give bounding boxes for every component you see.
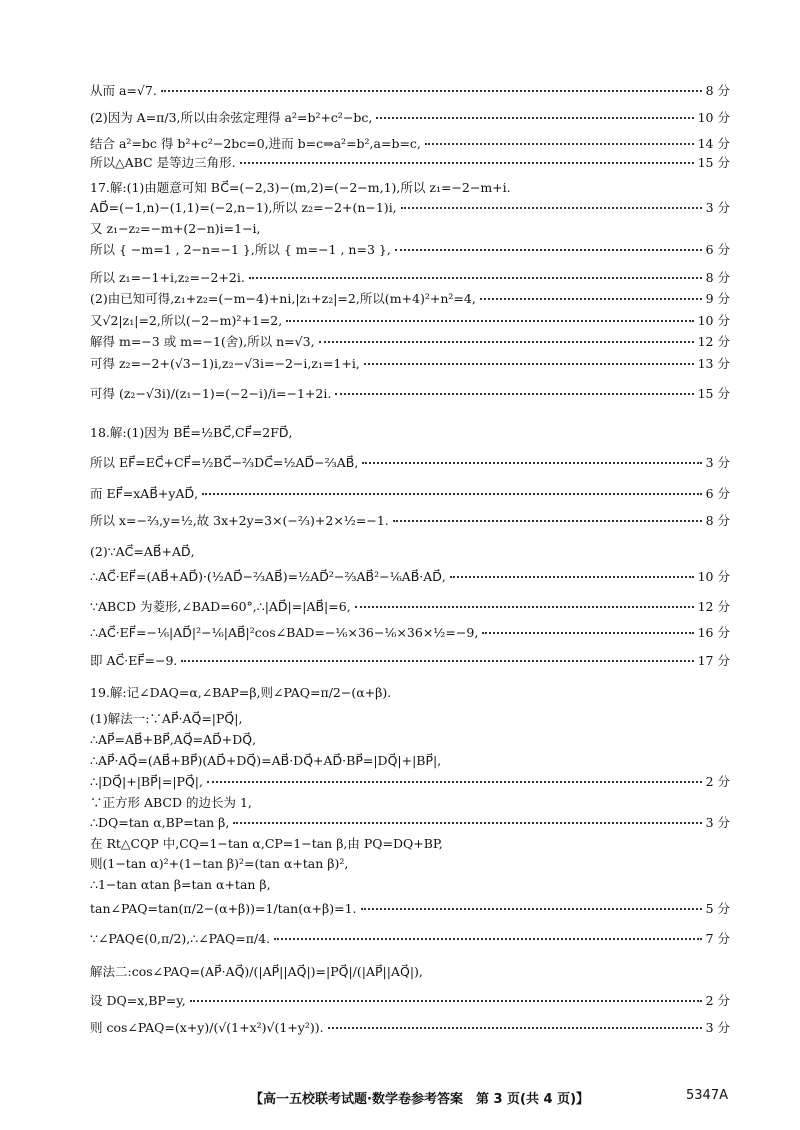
dot-leader <box>161 90 702 92</box>
answer-line <box>90 202 730 215</box>
answer-line <box>90 903 730 916</box>
score-label: 15 分 <box>697 386 730 401</box>
answer-line <box>90 457 730 470</box>
answer-line <box>90 776 730 789</box>
score-label: 8 分 <box>705 83 730 98</box>
score-label: 8 分 <box>705 270 730 285</box>
score-label: 3 分 <box>705 815 730 830</box>
answer-text: tan∠PAQ=tan(π/2−(α+β))=1/tan(α+β)=1. <box>90 901 357 916</box>
answer-text: 从而 a=√7. <box>90 83 157 98</box>
answer-line <box>90 427 730 440</box>
answer-text: 17.解:(1)由题意可知 BC⃗=(−2,3)−(m,2)=(−2−m,1),所以 z₁=−2−m+i. <box>90 180 511 195</box>
answer-text: 设 DQ=x,BP=y, <box>90 993 186 1008</box>
dot-leader <box>202 493 701 495</box>
answer-text: 19.解:记∠DAQ=α,∠BAP=β,则∠PAQ=π/2−(α+β). <box>90 685 392 700</box>
answer-line <box>90 966 730 979</box>
answer-text: 18.解:(1)因为 BE⃗=½BC⃗,CF⃗=2FD⃗, <box>90 425 293 440</box>
answer-text: ∵∠PAQ∈(0,π/2),∴∠PAQ=π/4. <box>90 931 271 946</box>
answer-line <box>90 358 730 371</box>
score-label: 6 分 <box>705 486 730 501</box>
answer-text: 可得 z₂=−2+(√3−1)i,z₂−√3i=−2−i,z₁=1+i, <box>90 356 360 371</box>
answer-text: 解得 m=−3 或 m=−1(舍),所以 n=√3, <box>90 334 315 349</box>
dot-leader <box>355 606 694 608</box>
answer-line <box>90 817 730 830</box>
answer-text: 所以 EF⃗=EC⃗+CF⃗=½BC⃗−⅔DC⃗=½AD⃗−⅔AB⃗, <box>90 455 359 470</box>
answer-line <box>90 858 730 871</box>
dot-leader <box>393 520 702 522</box>
answer-text: 所以 x=−⅔,y=½,故 3x+2y=3×(−⅔)+2×½=−1. <box>90 513 389 528</box>
answer-text: ∴DQ=tan α,BP=tan β, <box>90 815 230 830</box>
dot-leader <box>482 632 693 634</box>
dot-leader <box>425 143 694 145</box>
answer-line <box>90 933 730 946</box>
score-label: 3 分 <box>705 455 730 470</box>
answer-line <box>90 797 730 810</box>
answer-line <box>90 734 730 747</box>
dot-leader <box>240 162 694 164</box>
answer-text: 所以△ABC 是等边三角形. <box>90 155 236 170</box>
dot-leader <box>335 393 693 395</box>
score-label: 10 分 <box>697 313 730 328</box>
dot-leader <box>328 1027 702 1029</box>
dot-leader <box>362 462 701 464</box>
dot-leader <box>286 320 693 322</box>
answer-text: (2)由已知可得,z₁+z₂=(−m−4)+ni,|z₁+z₂|=2,所以(m+4)²+n²=4, <box>90 291 476 306</box>
dot-leader <box>319 341 694 343</box>
answer-line <box>90 488 730 501</box>
score-label: 2 分 <box>705 774 730 789</box>
score-label: 7 分 <box>705 931 730 946</box>
answer-text: 则 cos∠PAQ=(x+y)/(√(1+x²)√(1+y²)). <box>90 1020 324 1035</box>
score-label: 12 分 <box>697 334 730 349</box>
score-label: 3 分 <box>705 1020 730 1035</box>
answer-text: 结合 a²=bc 得 b²+c²−2bc=0,进而 b=c⇒a²=b²,a=b=c, <box>90 136 421 151</box>
answer-line <box>90 655 730 668</box>
answer-line <box>90 713 730 726</box>
score-label: 12 分 <box>697 599 730 614</box>
score-label: 10 分 <box>697 569 730 584</box>
dot-leader <box>376 117 693 119</box>
answer-text: ∴AC⃗·EF⃗=−⅙|AD⃗|²−⅙|AB⃗|²cos∠BAD=−⅙×36−⅙×36×½=−9, <box>90 625 479 640</box>
answer-line <box>90 571 730 584</box>
score-label: 13 分 <box>697 356 730 371</box>
dot-leader <box>249 277 702 279</box>
dot-leader <box>401 207 702 209</box>
answer-text: ∴1−tan αtan β=tan α+tan β, <box>90 877 271 892</box>
answer-line <box>90 336 730 349</box>
dot-leader <box>233 822 701 824</box>
dot-leader <box>450 576 694 578</box>
score-label: 8 分 <box>705 513 730 528</box>
answer-line <box>90 112 730 125</box>
answer-text: 所以 { −m=1 , 2−n=−1 },所以 { m=−1 , n=3 }, <box>90 242 391 257</box>
score-label: 5 分 <box>705 901 730 916</box>
dot-leader <box>480 298 702 300</box>
answer-text: (2)因为 A=π/3,所以由余弦定理得 a²=b²+c²−bc, <box>90 110 373 125</box>
answer-text: 可得 (z₂−√3i)/(z₁−1)=(−2−i)/i=−1+2i. <box>90 386 332 401</box>
answer-line <box>90 182 730 195</box>
answer-text: 即 AC⃗·EF⃗=−9. <box>90 653 178 668</box>
answer-line <box>90 546 730 559</box>
answer-text: ∵正方形 ABCD 的边长为 1, <box>90 795 252 810</box>
dot-leader <box>207 781 702 783</box>
answer-line <box>90 627 730 640</box>
answer-line <box>90 315 730 328</box>
answer-text: ∴AP⃗·AQ⃗=(AB⃗+BP⃗)(AD⃗+DQ⃗)=AB⃗·DQ⃗+AD⃗·BP⃗=|DQ⃗|+|BP⃗|, <box>90 753 442 768</box>
answer-line <box>90 272 730 285</box>
score-label: 2 分 <box>705 993 730 1008</box>
answer-text: ∴|DQ⃗|+|BP⃗|=|PQ⃗|, <box>90 774 203 789</box>
answer-line <box>90 293 730 306</box>
answer-text: 则(1−tan α)²+(1−tan β)²=(tan α+tan β)², <box>90 856 349 871</box>
score-label: 17 分 <box>697 653 730 668</box>
score-label: 16 分 <box>697 625 730 640</box>
answer-line <box>90 838 730 851</box>
answer-line <box>90 138 730 151</box>
answer-line <box>90 244 730 257</box>
answer-line <box>90 995 730 1008</box>
score-label: 3 分 <box>705 200 730 215</box>
answer-text: 解法二:cos∠PAQ=(AP⃗·AQ⃗)/(|AP⃗||AQ⃗|)=|PQ⃗|/(|AP⃗||AQ⃗|), <box>90 964 423 979</box>
answer-line <box>90 515 730 528</box>
answer-text: ∴AC⃗·EF⃗=(AB⃗+AD⃗)·(½AD⃗−⅔AB⃗)=½AD⃗²−⅔AB⃗²−⅙AB⃗·AD⃗, <box>90 569 446 584</box>
dot-leader <box>274 938 702 940</box>
answer-line <box>90 601 730 614</box>
score-label: 15 分 <box>697 155 730 170</box>
dot-leader <box>190 1000 702 1002</box>
answer-text: ∵ABCD 为菱形,∠BAD=60°,∴|AD⃗|=|AB⃗|=6, <box>90 599 351 614</box>
dot-leader <box>181 660 693 662</box>
answer-text: 所以 z₁=−1+i,z₂=−2+2i. <box>90 270 245 285</box>
answer-line <box>90 755 730 768</box>
score-label: 14 分 <box>697 136 730 151</box>
dot-leader <box>395 249 702 251</box>
answer-line <box>90 1022 730 1035</box>
score-label: 9 分 <box>705 291 730 306</box>
answer-line <box>90 687 730 700</box>
footer-code: 5347A <box>686 1088 728 1103</box>
answer-line <box>90 85 730 98</box>
answer-line <box>90 388 730 401</box>
answer-line <box>90 879 730 892</box>
answer-text: 又 z₁−z₂=−m+(2−n)i=1−i, <box>90 221 261 236</box>
answer-text: 又√2|z₁|=2,所以(−2−m)²+1=2, <box>90 313 283 328</box>
answer-text: 在 Rt△CQP 中,CQ=1−tan α,CP=1−tan β,由 PQ=DQ+BP, <box>90 836 443 851</box>
answer-text: 而 EF⃗=xAB⃗+yAD⃗, <box>90 486 199 501</box>
answer-text: (2)∵AC⃗=AB⃗+AD⃗, <box>90 544 195 559</box>
answer-line <box>90 157 730 170</box>
dot-leader <box>364 363 694 365</box>
answer-line <box>90 223 730 236</box>
answer-text: ∴AP⃗=AB⃗+BP⃗,AQ⃗=AD⃗+DQ⃗, <box>90 732 257 747</box>
score-label: 10 分 <box>697 110 730 125</box>
answer-text: (1)解法一:∵AP⃗·AQ⃗=|PQ⃗|, <box>90 711 243 726</box>
dot-leader <box>361 908 702 910</box>
answer-text: AD⃗=(−1,n)−(1,1)=(−2,n−1),所以 z₂=−2+(n−1)i, <box>90 200 397 215</box>
footer-title: 【高一五校联考试题·数学卷参考答案 第 3 页(共 4 页)】 <box>250 1092 590 1107</box>
score-label: 6 分 <box>705 242 730 257</box>
